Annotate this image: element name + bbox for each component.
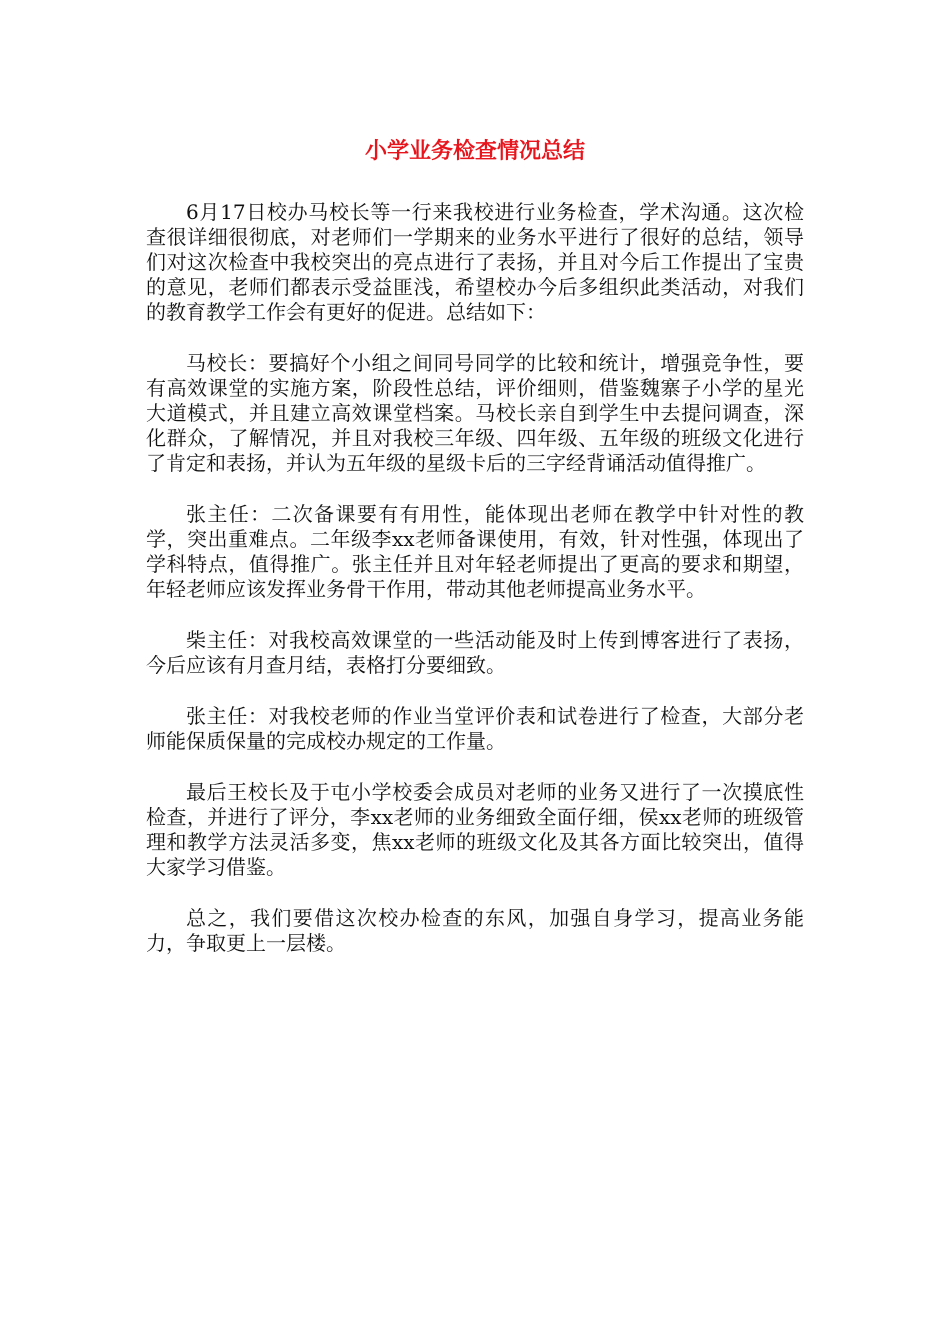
document-title: 小学业务检查情况总结 bbox=[364, 139, 585, 164]
paragraph-director-chai: 柴主任：对我校高效课堂的一些活动能及时上传到博客进行了表扬，今后应该有月查月结，表格打分要细致。 bbox=[146, 628, 804, 677]
paragraph-principal-wang: 最后王校长及于屯小学校委会成员对老师的业务又进行了一次摸底性检查，并进行了评分，李xx老师的业务细致全面仔细，侯xx老师的班级管理和教学方法灵活多变，焦xx老师的班级文化及其各方面比较突出，值得大家学习借鉴。 bbox=[146, 780, 804, 879]
paragraph-intro: 6月17日校办马校长等一行来我校进行业务检查，学术沟通。这次检查很详细很彻底，对老师们一学期来的业务水平进行了很好的总结，领导们对这次检查中我校突出的亮点进行了表扬，并且对今后工作提出了宝贵的意见，老师们都表示受益匪浅，希望校办今后多组织此类活动，对我们的教育教学工作会有更好的促进。总结如下： bbox=[146, 200, 804, 324]
document-body bbox=[146, 200, 804, 956]
paragraph-conclusion: 总之，我们要借这次校办检查的东风，加强自身学习，提高业务能力，争取更上一层楼。 bbox=[146, 906, 804, 955]
paragraph-principal-ma: 马校长：要搞好个小组之间同号同学的比较和统计，增强竞争性，要有高效课堂的实施方案，阶段性总结，评价细则，借鉴魏寨子小学的星光大道模式，并且建立高效课堂档案。马校长亲自到学生中去提问调查，深化群众，了解情况，并且对我校三年级、四年级、五年级的班级文化进行了肯定和表扬，并认为五年级的星级卡后的三字经背诵活动值得推广。 bbox=[146, 351, 804, 475]
paragraph-director-zhang-1: 张主任：二次备课要有有用性，能体现出老师在教学中针对性的教学，突出重难点。二年级李xx老师备课使用，有效，针对性强，体现出了学科特点，值得推广。张主任并且对年轻老师提出了更高的要求和期望，年轻老师应该发挥业务骨干作用，带动其他老师提高业务水平。 bbox=[146, 502, 804, 601]
paragraph-director-zhang-2: 张主任：对我校老师的作业当堂评价表和试卷进行了检查，大部分老师能保质保量的完成校办规定的工作量。 bbox=[146, 704, 804, 753]
